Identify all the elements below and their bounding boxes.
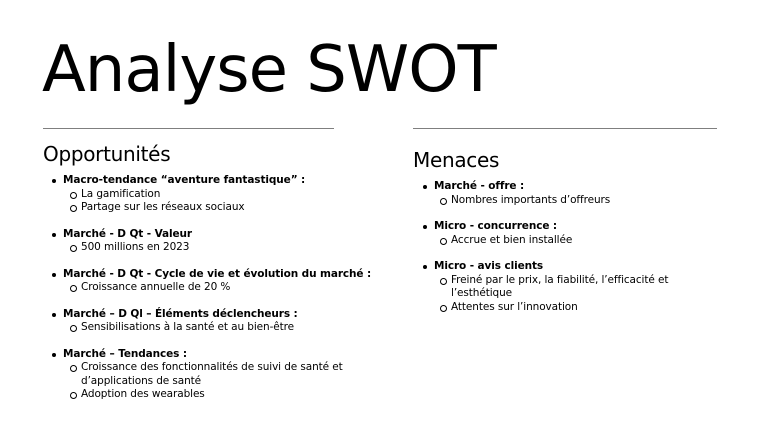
opportunity-group (43, 348, 343, 402)
list-item: La gamification (43, 188, 343, 202)
threats-list (413, 180, 723, 314)
opportunities-list (43, 174, 372, 402)
group-title: Micro - concurrence : (413, 220, 723, 234)
opportunity-group (43, 228, 343, 255)
sub-list (43, 321, 343, 335)
list-item: Accrue et bien installée (413, 234, 723, 248)
opportunity-group (43, 267, 372, 295)
sub-list (43, 241, 343, 255)
sub-list (413, 274, 723, 315)
group-title: Micro - avis clients (413, 260, 723, 274)
list-item: Sensibilisations à la santé et au bien-être (43, 321, 343, 335)
group-title: Macro-tendance “aventure fantastique” : (43, 174, 343, 188)
list-item: 500 millions en 2023 (43, 241, 343, 255)
group-title: Marché - D Qt - Valeur (43, 228, 343, 242)
threat-group (413, 260, 723, 314)
sub-list (413, 194, 723, 208)
group-title: Marché – Tendances : (43, 348, 343, 362)
sub-list (43, 281, 343, 295)
list-item: Partage sur les réseaux sociaux (43, 201, 343, 215)
threat-group (413, 180, 723, 207)
opportunities-section (43, 142, 372, 415)
divider-right (413, 128, 717, 129)
sub-list (43, 361, 343, 402)
group-title: Marché – D Ql – Éléments déclencheurs : (43, 308, 343, 322)
opportunity-group (43, 174, 343, 215)
divider-left (43, 128, 334, 129)
threat-group (413, 220, 723, 247)
threats-heading: Menaces (413, 148, 500, 172)
group-title: Marché - offre : (413, 180, 723, 194)
list-item: Croissance annuelle de 20 % (43, 281, 343, 295)
list-item: Freiné par le prix, la fiabilité, l’efficacité et l’esthétique (413, 274, 723, 301)
list-item: Nombres importants d’offreurs (413, 194, 723, 208)
sub-list (413, 234, 723, 248)
sub-list (43, 188, 343, 215)
list-item: Croissance des fonctionnalités de suivi de santé et d’applications de santé (43, 361, 343, 388)
opportunity-group (43, 308, 343, 335)
threats-section (413, 148, 723, 327)
page-title: Analyse SWOT (42, 33, 496, 107)
list-item: Adoption des wearables (43, 388, 343, 402)
group-title: Marché - D Qt - Cycle de vie et évolution du marché : (43, 268, 343, 282)
list-item: Attentes sur l’innovation (413, 301, 723, 315)
opportunities-heading: Opportunités (43, 142, 171, 166)
